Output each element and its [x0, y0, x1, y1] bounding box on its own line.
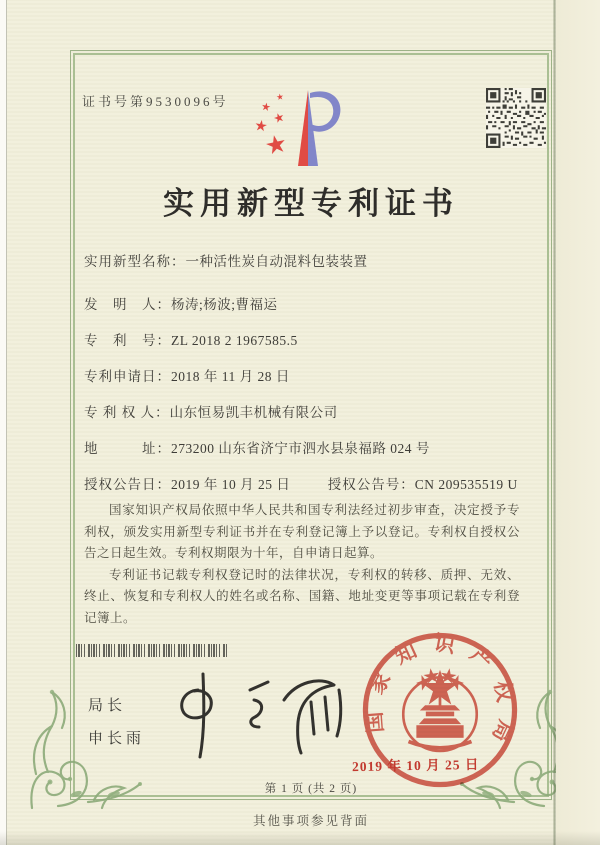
page-number: 第 1 页 (共 2 页): [264, 783, 358, 795]
field-application-date: [84, 367, 528, 387]
cnipa-patent-logo-icon: [246, 84, 346, 179]
field-value: 2018 年 11 月 28 日: [171, 369, 290, 384]
field-label: 发 明 人：: [84, 297, 171, 312]
field-label: 专 利 号：: [84, 333, 171, 348]
scan-edge-left: [0, 0, 7, 845]
signer-title: 局长: [88, 697, 127, 714]
see-reverse-note: 其他事项参见背面: [252, 814, 369, 828]
field-label: 地 址：: [84, 441, 171, 456]
field-value: 山东恒易凯丰机械有限公司: [169, 405, 338, 420]
grant-date-label: 授权公告日：: [84, 477, 171, 492]
legal-text: [84, 500, 520, 629]
signer-name: 申长雨: [88, 730, 146, 747]
seal-date: 2019 年 10 月 25 日: [351, 756, 480, 775]
scan-shadow-bottom: [0, 831, 600, 845]
commissioner-signature: [158, 660, 358, 772]
grant-number-label: 授权公告号：: [327, 477, 415, 492]
scan-edge-right: [556, 0, 600, 845]
field-inventors: [84, 295, 528, 315]
field-label: 专 利 权 人：: [84, 405, 170, 420]
field-grant-announcement: [84, 475, 528, 495]
field-utility-model-name: [84, 252, 528, 272]
barcode: [76, 644, 228, 657]
certificate-fields: [84, 252, 528, 511]
field-patentee: [84, 403, 528, 423]
field-value: ZL 2018 2 1967585.5: [171, 333, 298, 348]
seal-org-text: 国家知识产权局: [361, 630, 520, 760]
certificate-title: 实用新型专利证书: [163, 186, 459, 221]
grant-number-value: CN 209535519 U: [414, 477, 518, 492]
legal-paragraph-2: 专利证书记载专利权登记时的法律状况，专利权的转移、质押、无效、终止、恢复和专利权人的姓名或名称、国籍、地址变更等事项记载在专利登记簿上。: [84, 567, 520, 625]
field-value: 273200 山东省济宁市泗水县泉福路 024 号: [171, 441, 430, 456]
field-patent-number: [84, 331, 528, 351]
qr-code: [486, 88, 546, 148]
legal-paragraph-1: 国家知识产权局依照中华人民共和国专利法经过初步审查，决定授予专利权，颁发实用新型专利证书并在专利登记簿上予以登记。专利权自授权公告之日起生效。专利权期限为十年，自申请日起算。: [84, 503, 520, 560]
field-label: 专利申请日：: [84, 369, 171, 384]
field-label: 实用新型名称：: [84, 254, 186, 269]
grant-date-value: 2019 年 10 月 25 日: [171, 477, 291, 492]
certificate-number: 证书号第9530096号: [82, 94, 229, 109]
field-value: 杨涛;杨波;曹福运: [171, 297, 278, 312]
field-value: 一种活性炭自动混料包装装置: [185, 254, 368, 269]
field-address: [84, 439, 528, 459]
